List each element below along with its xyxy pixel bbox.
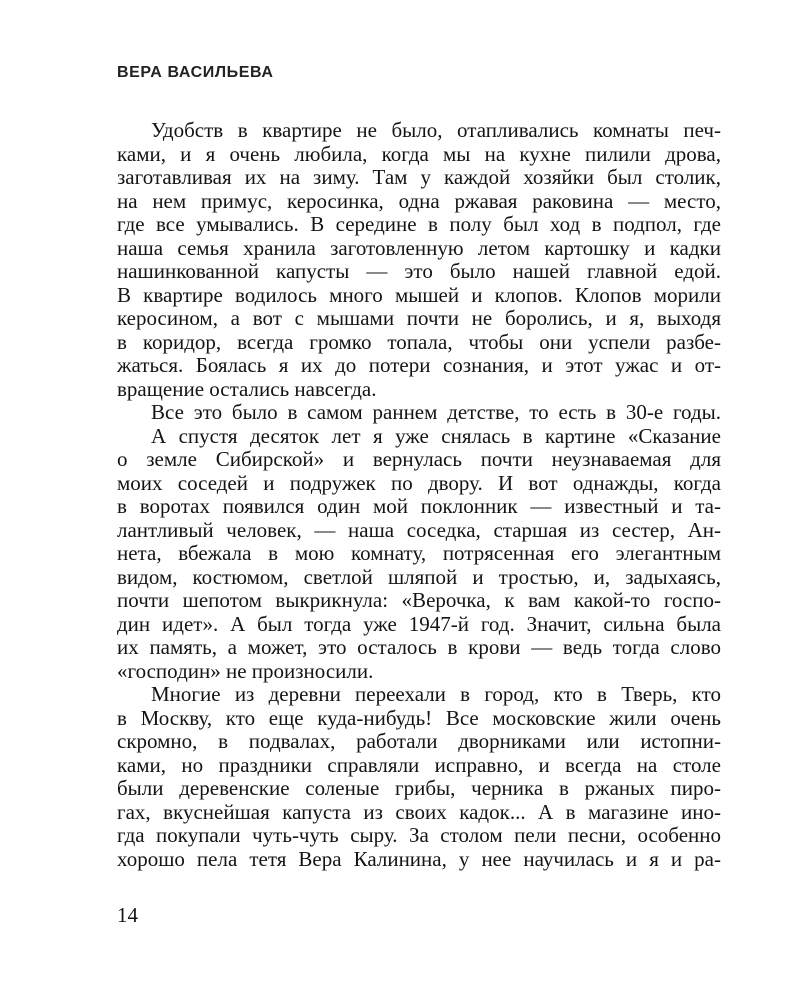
text-line: Удобств в квартире не было, отапливались комнаты печ-: [151, 119, 721, 142]
text-line: «господин» не произносили.: [117, 659, 374, 683]
text-line: ками, но праздники справляли исправно, и всегда на столе: [117, 753, 721, 777]
text-line: о земле Сибирской» и вернулась почти неузнаваемая для: [117, 448, 721, 471]
text-line: почти шепотом выкрикнула: «Верочка, к вам какой-то госпо-: [117, 589, 721, 612]
text-line: на нем примус, керосинка, одна ржавая раковина — место,: [117, 189, 721, 213]
text-line: жаться. Боялась я их до потери сознания, и этот ужас и от-: [117, 354, 721, 377]
text-line: наша семья хранила заготовленную летом картошку и кадки: [117, 236, 721, 260]
text-line: видом, костюмом, светлой шляпой и тростью, и, задыхаясь,: [117, 565, 721, 589]
text-line: нашинкованной капусты — это было нашей главной едой.: [117, 260, 721, 283]
text-line: гах, вкуснейшая капуста из своих кадок... А в магазине ино-: [117, 800, 721, 824]
text-line: А спустя десяток лет я уже снялась в картине «Сказание: [151, 424, 721, 448]
text-line: в коридор, всегда громко топала, чтобы они успели разбе-: [117, 330, 721, 354]
text-line: лантливый человек, — наша соседка, старшая из сестер, Ан-: [117, 518, 721, 542]
text-line: гда покупали чуть-чуть сыру. За столом пели песни, особенно: [117, 824, 721, 847]
text-line: хорошо пела тетя Вера Калинина, у нее научилась и я и ра-: [117, 847, 721, 871]
text-line: были деревенские соленые грибы, черника в ржаных пиро-: [117, 777, 721, 800]
text-line: в Москву, кто еще куда-нибудь! Все московские жили очень: [117, 706, 721, 730]
text-line: вращение остались навсегда.: [117, 377, 377, 401]
text-line: ками, и я очень любила, когда мы на кухне пилили дрова,: [117, 142, 721, 166]
text-line: моих соседей и подружек по двору. И вот однажды, когда: [117, 471, 721, 495]
text-line: В квартире водилось много мышей и клопов. Клопов морили: [117, 283, 721, 307]
text-line: скромно, в подвалах, работали дворниками или истопни-: [117, 730, 721, 753]
page-number: 14: [117, 903, 138, 927]
body-text: [117, 119, 721, 871]
text-line: где все умывались. В середине в полу был ход в подпол, где: [117, 213, 721, 236]
text-line: в воротах появился один мой поклонник — известный и та-: [117, 495, 721, 518]
text-line: нета, вбежала в мою комнату, потрясенная его элегантным: [117, 542, 721, 565]
text-line: дин идет». А был тогда уже 1947-й год. Значит, сильна была: [117, 612, 721, 636]
text-line: Все это было в самом раннем детстве, то есть в 30-е годы.: [151, 401, 721, 424]
text-line: Многие из деревни переехали в город, кто в Тверь, кто: [151, 683, 721, 706]
text-line: заготавливая их на зиму. Там у каждой хозяйки был столик,: [117, 166, 721, 189]
running-head: ВЕРА ВАСИЛЬЕВА: [117, 64, 274, 81]
text-line: их память, а может, это осталось в крови — ведь тогда слово: [117, 636, 721, 659]
text-line: керосином, а вот с мышами почти не боролись, и я, выходя: [117, 307, 721, 330]
